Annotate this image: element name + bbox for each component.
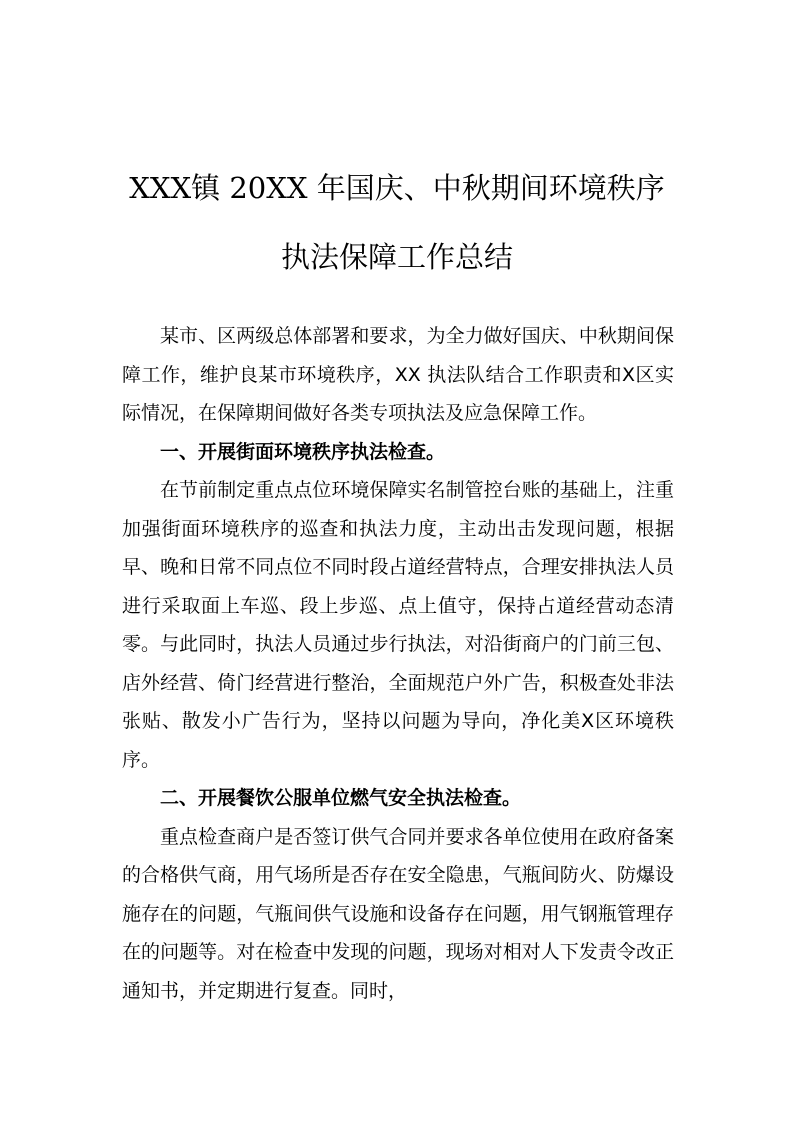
document-title-line-2: 执法保障工作总结: [280, 240, 513, 274]
section-2-paragraph: 重点检查商户是否签订供气合同并要求各单位使用在政府备案的合格供气商，用气场所是否存在安全隐患，气瓶间防火、防爆设施存在的问题，气瓶间供气设施和设备存在问题，用气钢瓶管理存在的问题等。对在检查中发现的问题，现场对相对人下发责令改正通知书，并定期进行复查。同时，: [122, 825, 674, 1002]
intro-paragraph: 某市、区两级总体部署和要求，为全力做好国庆、中秋期间保障工作，维护良某市环境秩序，XX 执法队结合工作职责和X区实际情况，在保障期间做好各类专项执法及应急保障工作。: [122, 325, 674, 424]
section-1-paragraph: 在节前制定重点点位环境保障实名制管控台账的基础上，注重加强街面环境秩序的巡查和执法力度，主动出击发现问题，根据早、晚和日常不同点位不同时段占道经营特点，合理安排执法人员进行采取面上车巡、段上步巡、点上值守，保持占道经营动态清零。与此同时，执法人员通过步行执法，对沿街商户的门前三包、店外经营、倚门经营进行整治，全面规范户外广告，积极查处非法张贴、散发小广告行为，坚持以问题为导向，净化美X区环境秩序。: [122, 479, 674, 771]
section-1-heading: 一、开展街面环境秩序执法检查。: [160, 440, 446, 463]
document-title-line-1: XXX镇 20XX 年国庆、中秋期间环境秩序: [129, 171, 665, 205]
section-2-heading: 二、开展餐饮公服单位燃气安全执法检查。: [160, 787, 522, 809]
document-body: [122, 317, 674, 1010]
